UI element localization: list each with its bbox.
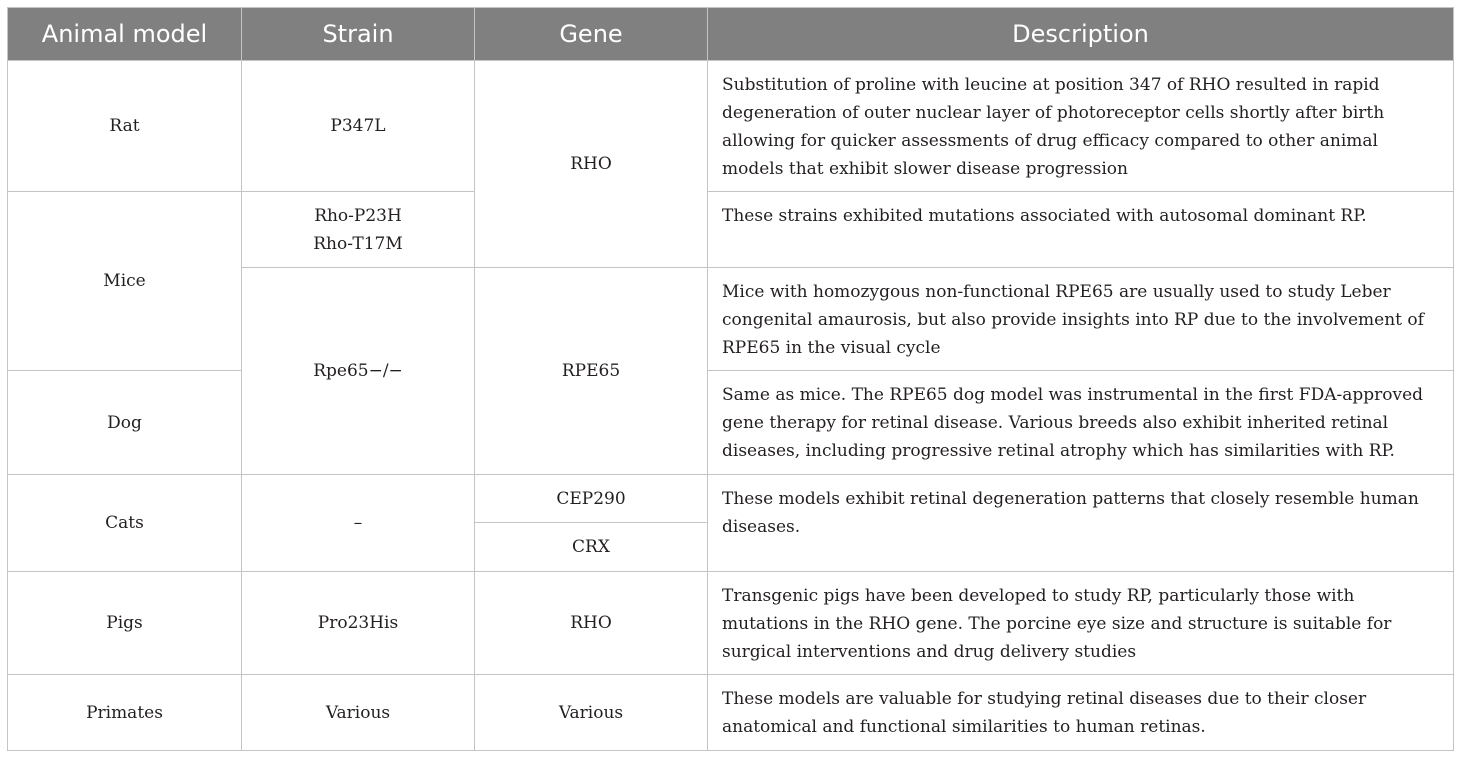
cell-description: Substitution of proline with leucine at position 347 of RHO resulted in rapid degeneration of outer nuclear layer of photoreceptor cells shortly after birth allowing for quicker assessments of drug efficacy compared to other animal models that exhibit slower disease progression xyxy=(708,61,1454,192)
cell-model: Pigs xyxy=(8,572,242,675)
header-description: Description xyxy=(708,8,1454,61)
header-gene: Gene xyxy=(475,8,708,61)
cell-strain: – xyxy=(242,475,475,572)
cell-description: Same as mice. The RPE65 dog model was instrumental in the first FDA-approved gene therapy for retinal disease. Various breeds also exhibit inherited retinal diseases, including progressive retinal atrophy which has similarities with RP. xyxy=(708,371,1454,475)
cell-description: These strains exhibited mutations associated with autosomal dominant RP. xyxy=(708,192,1454,268)
cell-description: Mice with homozygous non-functional RPE65 are usually used to study Leber congenital amaurosis, but also provide insights into RP due to the involvement of RPE65 in the visual cycle xyxy=(708,268,1454,371)
table-row xyxy=(8,572,1454,675)
table-row xyxy=(8,61,1454,192)
cell-gene: CEP290 xyxy=(475,475,708,523)
cell-model: Dog xyxy=(8,371,242,475)
cell-gene: RHO xyxy=(475,572,708,675)
header-strain: Strain xyxy=(242,8,475,61)
cell-strain: Rpe65−/− xyxy=(242,268,475,475)
animal-models-table xyxy=(7,7,1454,751)
table-row xyxy=(8,675,1454,751)
cell-gene: Various xyxy=(475,675,708,751)
header-row xyxy=(8,8,1454,61)
cell-description: Transgenic pigs have been developed to study RP, particularly those with mutations in the RHO gene. The porcine eye size and structure is suitable for surgical interventions and drug delivery studies xyxy=(708,572,1454,675)
strain-line: Rho-T17M xyxy=(313,233,403,254)
cell-gene: RHO xyxy=(475,61,708,268)
cell-model: Mice xyxy=(8,192,242,371)
cell-strain: Various xyxy=(242,675,475,751)
cell-strain: P347L xyxy=(242,61,475,192)
cell-model: Rat xyxy=(8,61,242,192)
table-row xyxy=(8,371,1454,475)
table-row xyxy=(8,475,1454,523)
cell-model: Cats xyxy=(8,475,242,572)
cell-description: These models are valuable for studying retinal diseases due to their closer anatomical and functional similarities to human retinas. xyxy=(708,675,1454,751)
cell-gene: CRX xyxy=(475,523,708,572)
cell-description: These models exhibit retinal degeneration patterns that closely resemble human diseases. xyxy=(708,475,1454,572)
table-row xyxy=(8,192,1454,268)
cell-strain: Pro23His xyxy=(242,572,475,675)
cell-model: Primates xyxy=(8,675,242,751)
strain-line: Rho-P23H xyxy=(314,205,402,226)
header-animal-model: Animal model xyxy=(8,8,242,61)
cell-gene: RPE65 xyxy=(475,268,708,475)
cell-strain xyxy=(242,192,475,268)
